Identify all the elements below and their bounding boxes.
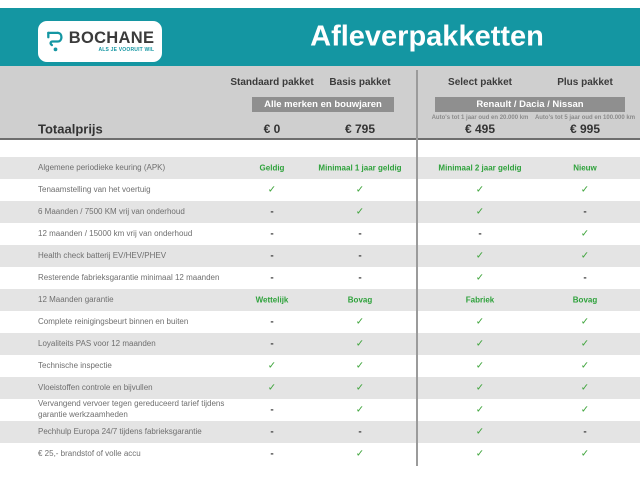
plus-conditions-note: Auto's tot 5 jaar oud en 100.000 km	[534, 115, 636, 121]
value-text: Minimaal 1 jaar geldig	[318, 163, 402, 173]
check-icon: ✓	[475, 382, 485, 394]
check-icon: ✓	[580, 316, 590, 328]
value-text: Wettelijk	[255, 295, 289, 305]
feature-label: Resterende fabrieksgarantie minimaal 12 maanden	[38, 272, 220, 282]
check-icon: ✓	[475, 404, 485, 416]
feature-row	[0, 179, 640, 201]
dash-icon: -	[270, 404, 274, 416]
feature-row	[0, 333, 640, 355]
dash-icon: -	[270, 316, 274, 328]
feature-label: Tenaamstelling van het voertuig	[38, 184, 151, 194]
dash-icon: -	[358, 272, 362, 284]
feature-row	[0, 399, 640, 421]
page-title: Afleverpakketten	[310, 20, 544, 53]
feature-label: Health check batterij EV/HEV/PHEV	[38, 250, 167, 260]
column-header-plus: Plus pakket	[557, 77, 613, 88]
dash-icon: -	[583, 206, 587, 218]
check-icon: ✓	[355, 316, 365, 328]
dash-icon: -	[583, 272, 587, 284]
feature-label: 12 maanden / 15000 km vrij van onderhoud	[38, 228, 193, 238]
value-text: Nieuw	[573, 163, 597, 173]
check-icon: ✓	[355, 448, 365, 460]
check-icon: ✓	[355, 184, 365, 196]
check-icon: ✓	[475, 360, 485, 372]
feature-label: Vloeistoffen controle en bijvullen	[38, 382, 153, 392]
feature-row	[0, 245, 640, 267]
check-icon: ✓	[475, 426, 485, 438]
feature-label: Vervangend vervoer tegen gereduceerd tarief tijdens garantie werkzaamheden	[38, 399, 225, 419]
check-icon: ✓	[580, 404, 590, 416]
packages-header-section	[0, 66, 640, 140]
value-text: Minimaal 2 jaar geldig	[438, 163, 522, 173]
column-group-divider	[416, 70, 418, 466]
column-header-select: Select pakket	[448, 77, 512, 88]
feature-row	[0, 421, 640, 443]
dash-icon: -	[270, 272, 274, 284]
dash-icon: -	[270, 206, 274, 218]
bochane-logo-icon	[46, 30, 65, 53]
feature-row	[0, 443, 640, 465]
logo-wordmark: BOCHANE	[68, 29, 155, 48]
column-header-basis: Basis pakket	[329, 77, 391, 88]
check-icon: ✓	[267, 382, 277, 394]
dash-icon: -	[358, 228, 362, 240]
check-icon: ✓	[475, 316, 485, 328]
check-icon: ✓	[580, 338, 590, 350]
feature-label: Complete reinigingsbeurt binnen en buiten	[38, 316, 189, 326]
dash-icon: -	[270, 338, 274, 350]
check-icon: ✓	[355, 404, 365, 416]
total-price-row	[0, 120, 640, 140]
check-icon: ✓	[475, 206, 485, 218]
feature-label: Pechhulp Europa 24/7 tijdens fabrieksgarantie	[38, 426, 202, 436]
dash-icon: -	[358, 250, 362, 262]
feature-label: 6 Maanden / 7500 KM vrij van onderhoud	[38, 206, 185, 216]
value-text: Bovag	[572, 295, 598, 305]
feature-row	[0, 377, 640, 399]
dash-icon: -	[583, 426, 587, 438]
feature-label: Algemene periodieke keuring (APK)	[38, 162, 166, 172]
value-text: Geldig	[259, 163, 285, 173]
badge-renault-dacia-nissan: Renault / Dacia / Nissan	[435, 97, 625, 112]
check-icon: ✓	[580, 382, 590, 394]
total-price-plus: € 995	[569, 122, 601, 136]
feature-label: 12 Maanden garantie	[38, 294, 114, 304]
feature-label: € 25,- brandstof of volle accu	[38, 448, 141, 458]
logo-text-wrap	[69, 30, 155, 53]
total-price-basis: € 795	[344, 122, 376, 136]
total-price-select: € 495	[464, 122, 496, 136]
feature-label: Loyaliteits PAS voor 12 maanden	[38, 338, 156, 348]
feature-row	[0, 267, 640, 289]
check-icon: ✓	[355, 382, 365, 394]
logo-tagline: ALS JE VOORUIT WIL	[98, 46, 155, 53]
feature-row	[0, 157, 640, 179]
check-icon: ✓	[475, 272, 485, 284]
check-icon: ✓	[475, 184, 485, 196]
header-bar	[0, 8, 640, 66]
dash-icon: -	[270, 448, 274, 460]
check-icon: ✓	[475, 250, 485, 262]
dash-icon: -	[270, 250, 274, 262]
check-icon: ✓	[580, 228, 590, 240]
total-price-label: Totaalprijs	[38, 121, 103, 137]
feature-row	[0, 311, 640, 333]
dash-icon: -	[478, 228, 482, 240]
check-icon: ✓	[355, 338, 365, 350]
feature-row	[0, 289, 640, 311]
feature-row	[0, 355, 640, 377]
dash-icon: -	[358, 426, 362, 438]
feature-row	[0, 223, 640, 245]
badge-alle-merken: Alle merken en bouwjaren	[252, 97, 394, 112]
check-icon: ✓	[580, 250, 590, 262]
check-icon: ✓	[355, 360, 365, 372]
check-icon: ✓	[267, 184, 277, 196]
check-icon: ✓	[580, 360, 590, 372]
check-icon: ✓	[475, 448, 485, 460]
feature-rows	[0, 157, 640, 465]
value-text: Bovag	[347, 295, 373, 305]
total-price-standaard: € 0	[263, 122, 281, 136]
value-text: Fabriek	[465, 295, 495, 305]
check-icon: ✓	[475, 338, 485, 350]
bochane-logo	[38, 21, 162, 62]
select-conditions-note: Auto's tot 1 jaar oud en 20.000 km	[431, 115, 529, 121]
column-header-standaard: Standaard pakket	[230, 77, 314, 88]
check-icon: ✓	[267, 360, 277, 372]
check-icon: ✓	[580, 184, 590, 196]
dash-icon: -	[270, 228, 274, 240]
check-icon: ✓	[355, 206, 365, 218]
check-icon: ✓	[580, 448, 590, 460]
feature-label: Technische inspectie	[38, 360, 112, 370]
dash-icon: -	[270, 426, 274, 438]
feature-row	[0, 201, 640, 223]
